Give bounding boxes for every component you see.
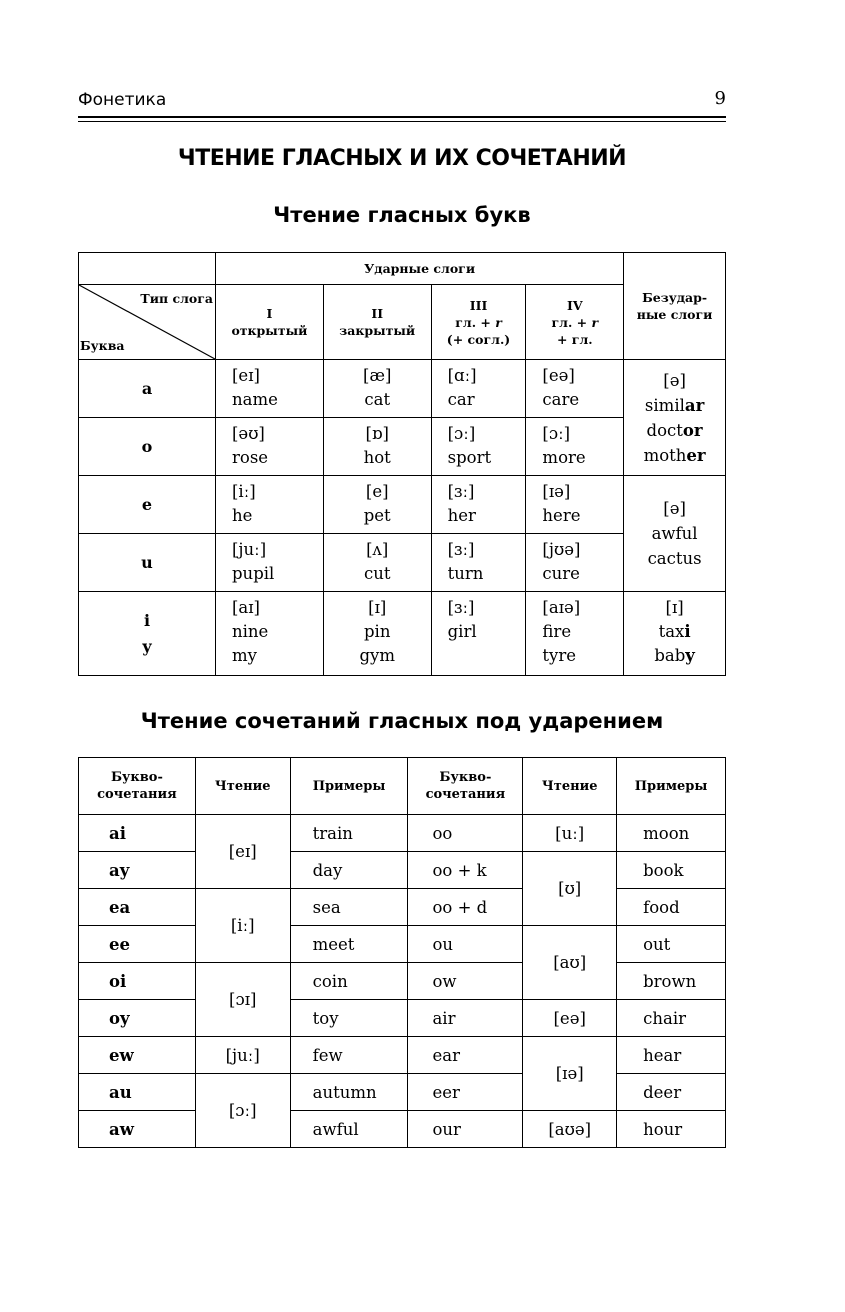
table-row <box>79 926 726 963</box>
col-vowel-r-vowel-header: IV гл. + r + гл. <box>526 285 624 360</box>
page-number: 9 <box>714 88 726 109</box>
reading-cell: [eə] <box>523 1000 617 1037</box>
reading-cell: [aʊə] <box>523 1111 617 1148</box>
combo-cell: eer <box>408 1074 523 1111</box>
table-row <box>79 592 726 676</box>
example-cell: [ɒ] hot <box>323 418 431 476</box>
example-cell: [ɔː] sport <box>431 418 526 476</box>
example-cell: out <box>617 926 726 963</box>
table-row <box>79 889 726 926</box>
syllable-type-label: Тип слога <box>140 291 213 306</box>
combo-cell: oo + d <box>408 889 523 926</box>
col-vowel-r-header: III гл. + r (+ согл.) <box>431 285 526 360</box>
example-cell: hear <box>617 1037 726 1074</box>
table-row <box>79 476 726 534</box>
page-title: ЧТЕНИЕ ГЛАСНЫХ И ИХ СОЧЕТАНИЙ <box>177 146 627 171</box>
example-cell: autumn <box>290 1074 408 1111</box>
empty-header-cell <box>79 253 216 285</box>
combo-cell: oo + k <box>408 852 523 889</box>
example-cell: sea <box>290 889 408 926</box>
example-cell: [ɜː] girl <box>431 592 526 676</box>
reading-cell: [iː] <box>195 889 290 963</box>
stressed-syllables-header: Ударные слоги <box>216 253 624 285</box>
letter-cell: u <box>79 534 216 592</box>
header-rule-thin <box>78 121 726 122</box>
table-row <box>79 360 726 418</box>
example-cell: train <box>290 815 408 852</box>
combo-cell: ai <box>79 815 196 852</box>
vowel-combinations-table <box>78 757 726 1148</box>
section-title: Фонетика <box>78 90 167 110</box>
examples-header: Примеры <box>617 758 726 815</box>
vowel-combinations-heading: Чтение сочетаний гласных под ударением <box>140 709 664 733</box>
example-cell: [ʌ] cut <box>323 534 431 592</box>
letter-cell: e <box>79 476 216 534</box>
letter-cell: i y <box>79 592 216 676</box>
example-cell: [eə] care <box>526 360 624 418</box>
letter-cell: o <box>79 418 216 476</box>
combo-cell: aw <box>79 1111 196 1148</box>
combo-cell: au <box>79 1074 196 1111</box>
example-cell: [ɑː] car <box>431 360 526 418</box>
table-row <box>79 852 726 889</box>
example-cell: [ɪ] pin gym <box>323 592 431 676</box>
reading-cell: [ʊ] <box>523 852 617 926</box>
reading-cell: [aʊ] <box>523 926 617 1000</box>
example-cell: hour <box>617 1111 726 1148</box>
combo-cell: our <box>408 1111 523 1148</box>
example-cell: [e] pet <box>323 476 431 534</box>
reading-cell: [juː] <box>195 1037 290 1074</box>
combo-cell: ear <box>408 1037 523 1074</box>
header-rule-thick <box>78 116 726 118</box>
reading-header: Чтение <box>523 758 617 815</box>
col-open-header: I открытый <box>216 285 324 360</box>
examples-header: Примеры <box>290 758 408 815</box>
combo-cell: oo <box>408 815 523 852</box>
example-cell: [juː] pupil <box>216 534 324 592</box>
reading-cell: [eɪ] <box>195 815 290 889</box>
example-cell: deer <box>617 1074 726 1111</box>
running-header <box>78 88 726 114</box>
example-cell: toy <box>290 1000 408 1037</box>
table-row <box>79 1074 726 1111</box>
reading-cell: [ɪə] <box>523 1037 617 1111</box>
example-cell: [eɪ] name <box>216 360 324 418</box>
unstressed-syllables-header: Безудар- ные слоги <box>624 253 726 360</box>
example-cell: awful <box>290 1111 408 1148</box>
combo-header: Букво- сочетания <box>79 758 196 815</box>
example-cell: moon <box>617 815 726 852</box>
combo-cell: ea <box>79 889 196 926</box>
example-cell: [əʊ] rose <box>216 418 324 476</box>
table-row <box>79 815 726 852</box>
vowel-letters-heading: Чтение гласных букв <box>273 203 531 227</box>
reading-cell: [ɔː] <box>195 1074 290 1148</box>
diagonal-corner-cell <box>79 285 216 360</box>
example-cell: [æ] cat <box>323 360 431 418</box>
example-cell: [ɜː] turn <box>431 534 526 592</box>
combo-cell: ou <box>408 926 523 963</box>
unstressed-cell: [ɪ] taxi baby <box>624 592 726 676</box>
example-cell: [iː] he <box>216 476 324 534</box>
table-row <box>79 1000 726 1037</box>
example-cell: day <box>290 852 408 889</box>
table-row <box>79 1037 726 1074</box>
unstressed-cell: [ə] awful cactus <box>624 476 726 592</box>
combo-cell: air <box>408 1000 523 1037</box>
example-cell: [aɪə] fire tyre <box>526 592 624 676</box>
letter-label: Буква <box>80 338 125 353</box>
vowel-letters-table <box>78 252 726 676</box>
combo-cell: ow <box>408 963 523 1000</box>
unstressed-cell: [ə] similar doctor mother <box>624 360 726 476</box>
col-closed-header: II закрытый <box>323 285 431 360</box>
table-row <box>79 963 726 1000</box>
letter-cell: a <box>79 360 216 418</box>
example-cell: [ɜː] her <box>431 476 526 534</box>
combo-cell: oy <box>79 1000 196 1037</box>
example-cell: food <box>617 889 726 926</box>
combo-cell: ee <box>79 926 196 963</box>
example-cell: [ɪə] here <box>526 476 624 534</box>
example-cell: book <box>617 852 726 889</box>
example-cell: coin <box>290 963 408 1000</box>
combo-cell: ay <box>79 852 196 889</box>
reading-cell: [uː] <box>523 815 617 852</box>
example-cell: [jʊə] cure <box>526 534 624 592</box>
combo-cell: ew <box>79 1037 196 1074</box>
example-cell: chair <box>617 1000 726 1037</box>
example-cell: meet <box>290 926 408 963</box>
combo-header: Букво- сочетания <box>408 758 523 815</box>
combo-cell: oi <box>79 963 196 1000</box>
reading-cell: [ɔɪ] <box>195 963 290 1037</box>
example-cell: few <box>290 1037 408 1074</box>
table-row <box>79 1111 726 1148</box>
reading-header: Чтение <box>195 758 290 815</box>
example-cell: [ɔː] more <box>526 418 624 476</box>
example-cell: [aɪ] nine my <box>216 592 324 676</box>
example-cell: brown <box>617 963 726 1000</box>
